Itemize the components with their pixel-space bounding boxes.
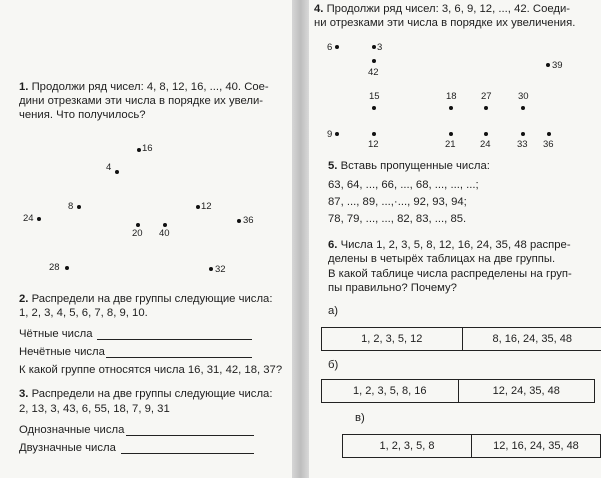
task3-line1: Распредели на две группы следующие числа: [31, 388, 273, 400]
table-b [321, 379, 595, 403]
dot [449, 106, 453, 110]
task6-line1: Числа 1, 2, 3, 5, 8, 12, 16, 24, 35, 48 распре- [340, 239, 571, 251]
odd-answer-line[interactable] [106, 357, 252, 358]
task5-text [328, 160, 490, 174]
table-c-right-cell: 12, 16, 24, 35, 48 [471, 435, 600, 457]
dot [372, 45, 376, 49]
dot-label: 9 [327, 129, 333, 140]
table-a-right-cell: 8, 16, 24, 35, 48 [462, 328, 601, 350]
dot [521, 132, 525, 136]
dot-label: 36 [543, 139, 554, 150]
dot [372, 132, 376, 136]
task4-line2: ни отрезками эти числа в порядке их увеличения. [314, 17, 576, 29]
task1-text [19, 81, 269, 95]
dot-label: 33 [517, 139, 528, 150]
task1-line2: дини отрезками эти числа в порядке их увели- [19, 95, 264, 107]
book-gutter [292, 0, 309, 478]
task2-line1: Распредели на две группы следующие числа: [31, 293, 273, 305]
two-digit-answer-line[interactable] [121, 453, 254, 454]
one-digit-label: Однозначные числа [19, 424, 125, 436]
task6-number: 6. [328, 239, 338, 251]
left-page [0, 0, 292, 478]
dot-label: 18 [446, 91, 457, 102]
table-c-left-cell: 1, 2, 3, 5, 8 [379, 440, 435, 452]
table-a-left-cell: 1, 2, 3, 5, 12 [361, 333, 423, 345]
task1-number: 1. [19, 81, 29, 93]
task1-line3: чения. Что получилось? [19, 109, 146, 121]
dot [335, 132, 339, 136]
dot-label: 4 [106, 162, 112, 173]
dot-label: 40 [159, 228, 170, 239]
task6-line2: делены в четырёх таблицах на две группы. [328, 253, 556, 265]
task1-line1: Продолжи ряд чисел: 4, 8, 12, 16, ..., 40. Сое- [31, 81, 269, 93]
task4-text [314, 3, 570, 17]
task2-number: 2. [19, 293, 29, 305]
task5-row3: 78, 79, ..., ..., 82, 83, ..., 85. [328, 213, 467, 225]
dot [137, 148, 141, 152]
dot [237, 219, 241, 223]
dot-label: 24 [480, 139, 491, 150]
task3-number: 3. [19, 388, 29, 400]
dot-label: 12 [201, 201, 212, 212]
dot [372, 106, 376, 110]
dot-label: 42 [368, 67, 379, 78]
dot [37, 217, 41, 221]
task5-title: Вставь пропущенные числа: [340, 160, 490, 172]
dot [449, 132, 453, 136]
table-c [342, 434, 601, 458]
task3-line2: 2, 13, 3, 43, 6, 55, 18, 7, 9, 31 [19, 403, 170, 415]
task5-row1: 63, 64, ..., 66, ..., 68, ..., ..., ...; [328, 179, 479, 191]
dot [136, 223, 140, 227]
dot [372, 59, 376, 63]
dot-label: 16 [142, 143, 153, 154]
dot-label: 24 [23, 213, 34, 224]
dot [196, 205, 200, 209]
task2-line2: 1, 2, 3, 4, 5, 6, 7, 8, 9, 10. [19, 307, 148, 319]
dot-label: 36 [243, 215, 254, 226]
dot [77, 205, 81, 209]
dot-label: 15 [369, 91, 380, 102]
task6-line4: пы правильно? Почему? [328, 282, 457, 294]
dot [335, 45, 339, 49]
table-a [321, 327, 601, 351]
task5-number: 5. [328, 160, 338, 172]
table-c-label: в) [355, 412, 365, 424]
dot-label: 12 [368, 139, 379, 150]
task2-question: К какой группе относятся числа 16, 31, 42, 18, 37? [19, 364, 283, 376]
task6-line3: В какой таблице числа распределены на груп- [328, 268, 572, 280]
dot [65, 266, 69, 270]
odd-label: Нечётные числа [19, 346, 105, 358]
dot-label: 3 [377, 42, 383, 53]
dot-label: 28 [49, 262, 60, 273]
dot [484, 106, 488, 110]
task4-number: 4. [314, 3, 324, 15]
two-digit-label: Двузначные числа [19, 442, 116, 454]
right-page [309, 0, 601, 478]
dot-label: 39 [552, 60, 563, 71]
even-answer-line[interactable] [97, 339, 252, 340]
dot-label: 20 [132, 228, 143, 239]
dot [163, 223, 167, 227]
dot-label: 6 [327, 42, 333, 53]
task5-row2: 87, ..., 89, ...,·..., 92, 93, 94; [328, 196, 467, 208]
dot [115, 170, 119, 174]
task2-text [19, 293, 272, 307]
dot-label: 8 [68, 201, 74, 212]
dot [484, 132, 488, 136]
table-b-label: б) [328, 359, 339, 371]
even-label: Чётные числа [19, 328, 93, 340]
task3-text [19, 388, 272, 402]
table-a-label: а) [328, 305, 339, 317]
dot [546, 63, 550, 67]
dot [209, 267, 213, 271]
task6-text [328, 239, 571, 253]
dot [521, 106, 525, 110]
dot-label: 27 [481, 91, 492, 102]
dot-label: 30 [518, 91, 529, 102]
table-b-left-cell: 1, 2, 3, 5, 8, 16 [353, 385, 427, 397]
dot-label: 21 [445, 139, 456, 150]
dot [547, 132, 551, 136]
dot-label: 32 [215, 264, 226, 275]
table-b-right-cell: 12, 24, 35, 48 [458, 380, 595, 402]
task4-line1: Продолжи ряд чисел: 3, 6, 9, 12, ..., 42. Соеди- [326, 3, 571, 15]
one-digit-answer-line[interactable] [126, 435, 254, 436]
